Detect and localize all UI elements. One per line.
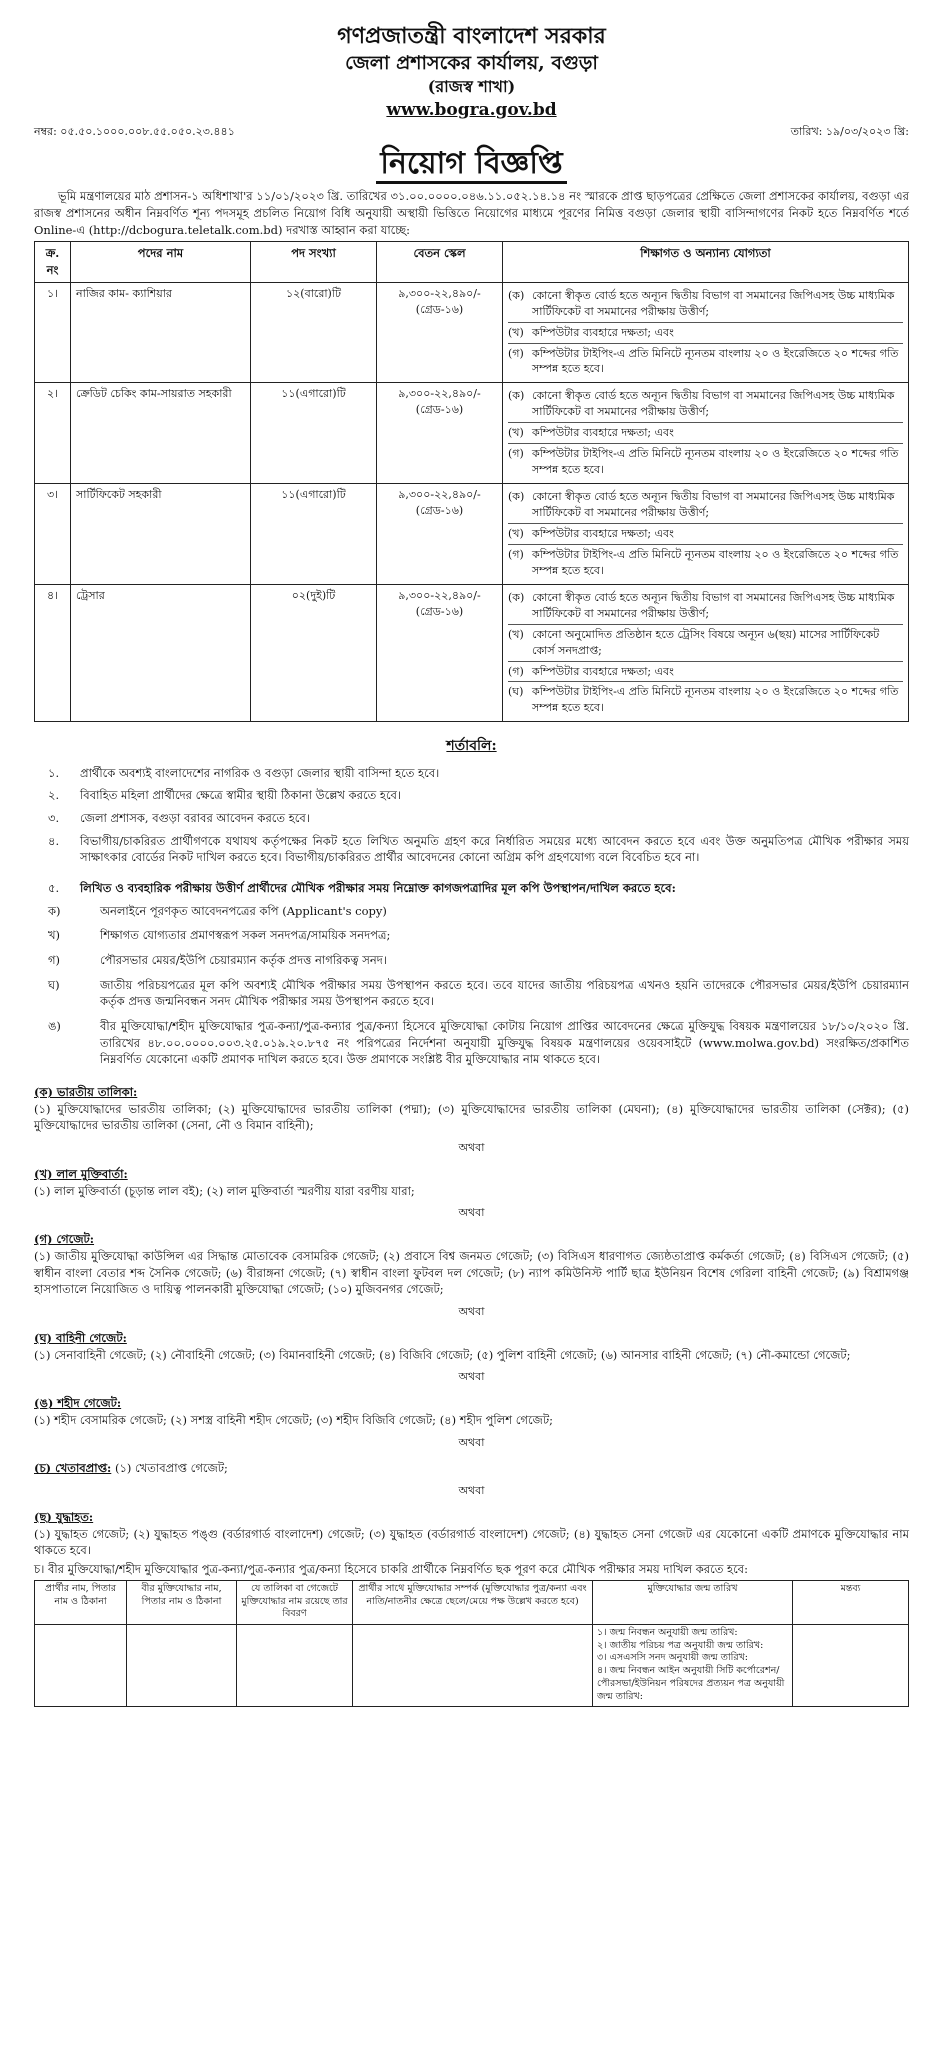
table-row xyxy=(35,282,909,383)
form-field-relation[interactable] xyxy=(353,1624,593,1706)
branch-name: (রাজস্ব শাখা) xyxy=(427,77,516,97)
row-post: ট্রেসার xyxy=(71,584,251,722)
form-entry-row xyxy=(35,1624,909,1706)
row-count: ১১(এগারো)টি xyxy=(251,383,377,484)
qualification-item: (খ) কম্পিউটার ব্যবহারে দক্ষতা; এবং xyxy=(508,524,903,545)
posts-table xyxy=(34,241,909,722)
row-qualifications xyxy=(503,282,909,383)
memo-date: তারিখ: ১৯/০৩/২০২৩ খ্রি: xyxy=(790,125,909,139)
gov-name: গণপ্রজাতন্ত্রী বাংলাদেশ সরকার xyxy=(337,23,606,49)
proof-group: (ঙ) শহীদ গেজেট: (১) শহীদ বেসামরিক গেজেট; (২) সশস্ত্র বাহিনী শহীদ গেজেট; (৩) শহীদ বিজিবি গেজেট; (৪) শহীদ পুলিশ গেজেট; xyxy=(34,1396,553,1427)
row-scale: ৯,৩০০-২২,৪৯০/- (গ্রেড-১৬) xyxy=(377,383,503,484)
row-scale: ৯,৩০০-২২,৪৯০/- (গ্রেড-১৬) xyxy=(377,484,503,585)
col-scale: বেতন স্কেল xyxy=(377,242,503,282)
qualification-item: (খ) কম্পিউটার ব্যবহারে দক্ষতা; এবং xyxy=(508,423,903,444)
notice-title: নিয়োগ বিজ্ঞপ্তি xyxy=(34,146,909,182)
freedom-fighter-form-table xyxy=(34,1580,909,1707)
form-col-candidate: প্রার্থীর নাম, পিতার নাম ও ঠিকানা xyxy=(35,1580,127,1624)
proof-group: (ঘ) বাহিনী গেজেট: (১) সেনাবাহিনী গেজেট; (২) নৌবাহিনী গেজেট; (৩) বিমানবাহিনী গেজেট; (৪) বিজিবি গেজেট; (৫) পুলিশ বাহিনী গেজেট; (৬) আনসার বাহিনী গেজেট; (৭) নৌ-কমান্ডো গেজেট; xyxy=(34,1330,851,1362)
qualification-item: (খ) কম্পিউটার ব্যবহারে দক্ষতা; এবং xyxy=(508,323,903,344)
col-count: পদ সংখ্যা xyxy=(251,242,377,282)
or-divider: অথবা xyxy=(458,1370,485,1384)
document-item: গ) পৌরসভার মেয়র/ইউপি চেয়ারম্যান কর্তৃক প্রদত্ত নাগরিকত্ব সনদ। xyxy=(48,953,387,968)
form-field-list[interactable] xyxy=(237,1624,353,1706)
conditions-title: শর্তাবলি: xyxy=(446,738,497,755)
row-count: ১২(বারো)টি xyxy=(251,282,377,383)
qualification-item: (খ) কোনো অনুমোদিত প্রতিষ্ঠান হতে ট্রেসিং বিষয়ে অন্যূন ৬(ছয়) মাসের সার্টিফিকেট কোর্স সনদপ্রাপ্ত; xyxy=(508,625,903,662)
qualification-item: (গ) কম্পিউটার টাইপিং-এ প্রতি মিনিটে ন্যূনতম বাংলায় ২০ ও ইংরেজিতে ২০ শব্দের গতি সম্পন্ন হতে হবে। xyxy=(508,346,899,376)
table-row xyxy=(35,584,909,722)
row-count: ১১(এগারো)টি xyxy=(251,484,377,585)
form-header-row xyxy=(35,1580,909,1624)
qualification-item: (ক) কোনো স্বীকৃত বোর্ড হতে অন্যূন দ্বিতীয় বিভাগ বা সমমানের জিপিএসহ উচ্চ মাধ্যমিক সার্টিফিকেট বা সমমানের পরীক্ষায় উত্তীর্ণ; xyxy=(508,487,903,524)
table-row xyxy=(35,383,909,484)
website-link[interactable]: www.bogra.gov.bd xyxy=(386,99,557,120)
office-name: জেলা প্রশাসকের কার্যালয়, বগুড়া xyxy=(345,51,598,74)
or-divider: অথবা xyxy=(458,1206,485,1220)
form-col-freedom-fighter: বীর মুক্তিযোদ্ধার নাম, পিতার নাম ও ঠিকানা xyxy=(127,1580,237,1624)
row-count: ০২(দুই)টি xyxy=(251,584,377,722)
qualification-item: (ঘ) কম্পিউটার টাইপিং-এ প্রতি মিনিটে ন্যূনতম বাংলায় ২০ ও ইংরেজিতে ২০ শব্দের গতি সম্পন্ন হতে হবে। xyxy=(508,685,899,715)
proof-group: (খ) লাল মুক্তিবার্তা: (১) লাল মুক্তিবার্তা (চূড়ান্ত লাল বই); (২) লাল মুক্তিবার্তা স্মরণীয় যারা বরণীয় যারা; xyxy=(34,1167,415,1198)
qualification-item: (ক) কোনো স্বীকৃত বোর্ড হতে অন্যূন দ্বিতীয় বিভাগ বা সমমানের জিপিএসহ উচ্চ মাধ্যমিক সার্টিফিকেট বা সমমানের পরীক্ষায় উত্তীর্ণ; xyxy=(508,286,903,323)
condition-item: ১. প্রার্থীকে অবশ্যই বাংলাদেশের নাগরিক ও বগুড়া জেলার স্থায়ী বাসিন্দা হতে হবে। xyxy=(48,765,440,780)
qualification-item: (গ) কম্পিউটার টাইপিং-এ প্রতি মিনিটে ন্যূনতম বাংলায় ২০ ও ইংরেজিতে ২০ শব্দের গতি সম্পন্ন হতে হবে। xyxy=(508,547,899,577)
condition-item: ৩. জেলা প্রশাসক, বগুড়া বরাবর আবেদন করতে হবে। xyxy=(48,810,310,825)
table-row xyxy=(35,484,909,585)
or-divider: অথবা xyxy=(458,1304,485,1318)
memo-row xyxy=(34,124,909,140)
qualification-item: (ক) কোনো স্বীকৃত বোর্ড হতে অন্যূন দ্বিতীয় বিভাগ বা সমমানের জিপিএসহ উচ্চ মাধ্যমিক সার্টিফিকেট বা সমমানের পরীক্ষায় উত্তীর্ণ; xyxy=(508,386,903,423)
table-header-row xyxy=(35,242,909,282)
row-serial: ১। xyxy=(35,282,71,383)
document-item: ক) অনলাইনে পূরণকৃত আবেদনপত্রের কপি (Applicant's copy) xyxy=(48,903,387,918)
or-divider: অথবা xyxy=(458,1435,485,1449)
proof-group: (গ) গেজেট: (১) জাতীয় মুক্তিযোদ্ধা কাউন্সিল এর সিদ্ধান্ত মোতাবেক বেসামরিক গেজেট; (২) প্রবাসে বিশ্ব জনমত গেজেট; (৩) বিসিএস ধারণাগত জ্যেষ্ঠতাপ্রাপ্ত কর্মকর্তা গেজেট; (৪) বিসিএস গেজেট; (৫) স্বাধীন বাংলা বেতার শব্দ সৈনিক গেজেট; (৬) বীরাঙ্গনা গেজেট; (৭) স্বাধীন বাংলা ফুটবল দল গেজেট; (৮) ন্যাপ কমিউনিস্ট পার্টি ছাত্র ইউনিয়ন বিশেষ গেরিলা বাহিনী গেজেট; (৯) বিশ্রামগঞ্জ হাসপাতালে নিয়োজিত ও দায়িত্ব পালনকারী মুক্তিযোদ্ধা গেজেট; (১০) মুজিবনগর গেজেট; xyxy=(34,1232,909,1297)
proof-group: (চ) খেতাবপ্রাপ্ত: (১) খেতাবপ্রাপ্ত গেজেট; xyxy=(34,1461,228,1476)
col-serial: ক্র. নং xyxy=(35,242,71,282)
form-instruction: চ। বীর মুক্তিযোদ্ধা/শহীদ মুক্তিযোদ্ধার পুত্র-কন্যা/পুত্র-কন্যার পুত্র/কন্যা হিসেবে চাকরি প্রার্থীকে নিম্নবর্ণিত ছক পূরণ করে মৌখিক পরীক্ষার সময় দাখিল করতে হবে: xyxy=(34,1562,748,1577)
condition-item-documents: ৫. লিখিত ও ব্যবহারিক পরীক্ষায় উত্তীর্ণ প্রার্থীদের মৌখিক পরীক্ষার সময় নিম্নোক্ত কাগজপত্রাদির মূল কপি উপস্থাপন/দাখিল করতে হবে: xyxy=(48,881,676,895)
dob-item: ১। জন্ম নিবন্ধন অনুযায়ী জন্ম তারিখ: xyxy=(597,1626,738,1638)
row-post: ক্রেডিট চেকিং কাম-সায়রাত সহকারী xyxy=(71,383,251,484)
document-item: ঘ) জাতীয় পরিচয়পত্রের মূল কপি অবশ্যই মৌখিক পরীক্ষার সময় উপস্থাপন করতে হবে। তবে যাদের জাতীয় পরিচয়পত্র এখনও হয়নি তাদেরকে পৌরসভার মেয়র/ইউপি চেয়ারম্যান কর্তৃক প্রদত্ত জন্মনিবন্ধন সনদ মৌখিক পরীক্ষার সময় উপস্থাপন করতে হবে। xyxy=(48,977,909,1009)
or-divider: অথবা xyxy=(458,1484,485,1498)
form-field-dob[interactable] xyxy=(593,1624,793,1706)
form-col-dob: মুক্তিযোদ্ধার জন্ম তারিখ xyxy=(593,1580,793,1624)
row-qualifications xyxy=(503,584,909,722)
row-qualifications xyxy=(503,484,909,585)
document-item: ঙ) বীর মুক্তিযোদ্ধা/শহীদ মুক্তিযোদ্ধার পুত্র-কন্যা/পুত্র-কন্যার পুত্র/কন্যা হিসেবে মুক্তিযোদ্ধা কোটায় নিয়োগ প্রাপ্তির আবেদনের ক্ষেত্রে মুক্তিযুদ্ধ বিষয়ক মন্ত্রণালয়ের ১৮/১০/২০২০ খ্রি. তারিখের ৪৮.০০.০০০০.০০৩.২৫.০১৯.২০.৮৭৫ নং পরিপত্রের নির্দেশনা অনুযায়ী মুক্তিযুদ্ধ বিষয়ক মন্ত্রণালয়ের ওয়েবসাইটে (www.molwa.gov.bd) সংরক্ষিত/প্রকাশিত নিম্নবর্ণিত যেকোনো একটি প্রমাণক দাখিল করতে হবে। উক্ত প্রমাণকে সংশ্লিষ্ট বীর মুক্তিযোদ্ধার নাম থাকতে হবে। xyxy=(48,1019,909,1067)
form-field-candidate[interactable] xyxy=(35,1624,127,1706)
condition-item: ৪. বিভাগীয়/চাকরিরত প্রার্থীগণকে যথাযথ কর্তৃপক্ষের নিকট হতে লিখিত অনুমতি গ্রহণ করে নির্ধারিত সময়ের মধ্যে আবেদন করতে হবে এবং উক্ত অনুমতিপত্র মৌখিক পরীক্ষার সময় সাক্ষাৎকার বোর্ডের নিকট দাখিল করতে হবে। বিভাগীয়/চাকরিরত প্রার্থীর আবেদনের কোনো অগ্রিম কপি গ্রহণযোগ্য বলে বিবেচিত হবে না। xyxy=(48,833,909,865)
dob-item: ৪। জন্ম নিবন্ধন আইন অনুযায়ী সিটি কর্পোরেশন/পৌরসভা/ইউনিয়ন পরিষদের প্রত্যয়ন পত্র অনুযায়ী জন্ম তারিখ: xyxy=(597,1665,785,1702)
qualification-item: (গ) কম্পিউটার টাইপিং-এ প্রতি মিনিটে ন্যূনতম বাংলায় ২০ ও ইংরেজিতে ২০ শব্দের গতি সম্পন্ন হতে হবে। xyxy=(508,447,899,477)
proof-group: (ছ) যুদ্ধাহত: (১) যুদ্ধাহত গেজেট; (২) যুদ্ধাহত পঙ্গু (বর্ডারগার্ড বাংলাদেশ) গেজেট; (৩) যুদ্ধাহত (বর্ডারগার্ড বাংলাদেশ) গেজেট; (৪) যুদ্ধাহত সেনা গেজেট এর যেকোনো একটি প্রমাণকে মুক্তিযোদ্ধার নাম থাকতে হবে। xyxy=(34,1510,909,1558)
form-col-list: যে তালিকা বা গেজেটে মুক্তিযোদ্ধার নাম রয়েছে তার বিবরণ xyxy=(237,1580,353,1624)
form-col-remarks: মন্তব্য xyxy=(793,1580,909,1624)
dob-item: ২। জাতীয় পরিচয় পত্র অনুযায়ী জন্ম তারিখ: xyxy=(597,1639,764,1651)
qualification-item: (গ) কম্পিউটার ব্যবহারে দক্ষতা; এবং xyxy=(508,662,903,683)
form-field-freedom-fighter[interactable] xyxy=(127,1624,237,1706)
form-col-relation: প্রার্থীর সাথে মুক্তিযোদ্ধার সম্পর্ক (মুক্তিযোদ্ধার পুত্র/কন্যা এবং নাতি/নাতনীর ক্ষেত্রে ছেলে/মেয়ে পক্ষ উল্লেখ করতে হবে) xyxy=(353,1580,593,1624)
qualification-item: (ক) কোনো স্বীকৃত বোর্ড হতে অন্যূন দ্বিতীয় বিভাগ বা সমমানের জিপিএসহ উচ্চ মাধ্যমিক সার্টিফিকেট বা সমমানের পরীক্ষায় উত্তীর্ণ; xyxy=(508,588,903,625)
letterhead xyxy=(34,22,909,122)
condition-item: ২. বিবাহিত মহিলা প্রার্থীদের ক্ষেত্রে স্বামীর স্থায়ী ঠিকানা উল্লেখ করতে হবে। xyxy=(48,788,402,803)
intro-paragraph: ভূমি মন্ত্রণালয়ের মাঠ প্রশাসন-১ অধিশাখা'র ১১/০১/২০২৩ খ্রি. তারিখের ৩১.০০.০০০০.০৪৬.১১.০৫২.১৪.১৪ নং স্মারকে প্রাপ্ত ছাড়পত্রের প্রেক্ষিতে জেলা প্রশাসকের কার্যালয়, বগুড়া এর রাজস্ব প্রশাসনের অধীন নিম্নবর্ণিত শূন্য পদসমূহ প্রচলিত নিয়োগ বিধি অনুযায়ী অস্থায়ী ভিত্তিতে নিয়োগের মাধ্যমে পূরণের নিমিত্ত বগুড়া জেলার স্থায়ী বাসিন্দাগণের নিকট হতে নিম্নবর্ণিত শর্তে Online-এ (http://dcbogura.teletalk.com.bd) দরখাস্ত আহ্বান করা যাচ্ছে: xyxy=(34,189,909,237)
row-scale: ৯,৩০০-২২,৪৯০/- (গ্রেড-১৬) xyxy=(377,584,503,722)
row-post: সার্টিফিকেট সহকারী xyxy=(71,484,251,585)
memo-number: নম্বর: ০৫.৫০.১০০০.০০৮.৫৫.০৫০.২৩.৪৪১ xyxy=(34,125,235,139)
document-item: খ) শিক্ষাগত যোগ্যতার প্রমাণস্বরূপ সকল সনদপত্র/সাময়িক সনদপত্র; xyxy=(48,928,391,943)
row-serial: ২। xyxy=(35,383,71,484)
dob-item: ৩। এসএসসি সনদ অনুযায়ী জন্ম তারিখ: xyxy=(597,1652,749,1664)
row-serial: ৩। xyxy=(35,484,71,585)
row-scale: ৯,৩০০-২২,৪৯০/- (গ্রেড-১৬) xyxy=(377,282,503,383)
row-post: নাজির কাম- ক্যাশিয়ার xyxy=(71,282,251,383)
or-divider: অথবা xyxy=(458,1141,485,1155)
col-post: পদের নাম xyxy=(71,242,251,282)
form-field-remarks[interactable] xyxy=(793,1624,909,1706)
col-qualification: শিক্ষাগত ও অন্যান্য যোগ্যতা xyxy=(503,242,909,282)
row-serial: ৪। xyxy=(35,584,71,722)
proof-group: (ক) ভারতীয় তালিকা: (১) মুক্তিযোদ্ধাদের ভারতীয় তালিকা; (২) মুক্তিযোদ্ধাদের ভারতীয় তালিকা (পদ্মা); (৩) মুক্তিযোদ্ধাদের ভারতীয় তালিকা (মেঘনা); (৪) মুক্তিযোদ্ধাদের ভারতীয় তালিকা (সেক্টর); (৫) মুক্তিযোদ্ধাদের ভারতীয় তালিকা (সেনা, নৌ ও বিমান বাহিনী); xyxy=(34,1085,909,1133)
row-qualifications xyxy=(503,383,909,484)
